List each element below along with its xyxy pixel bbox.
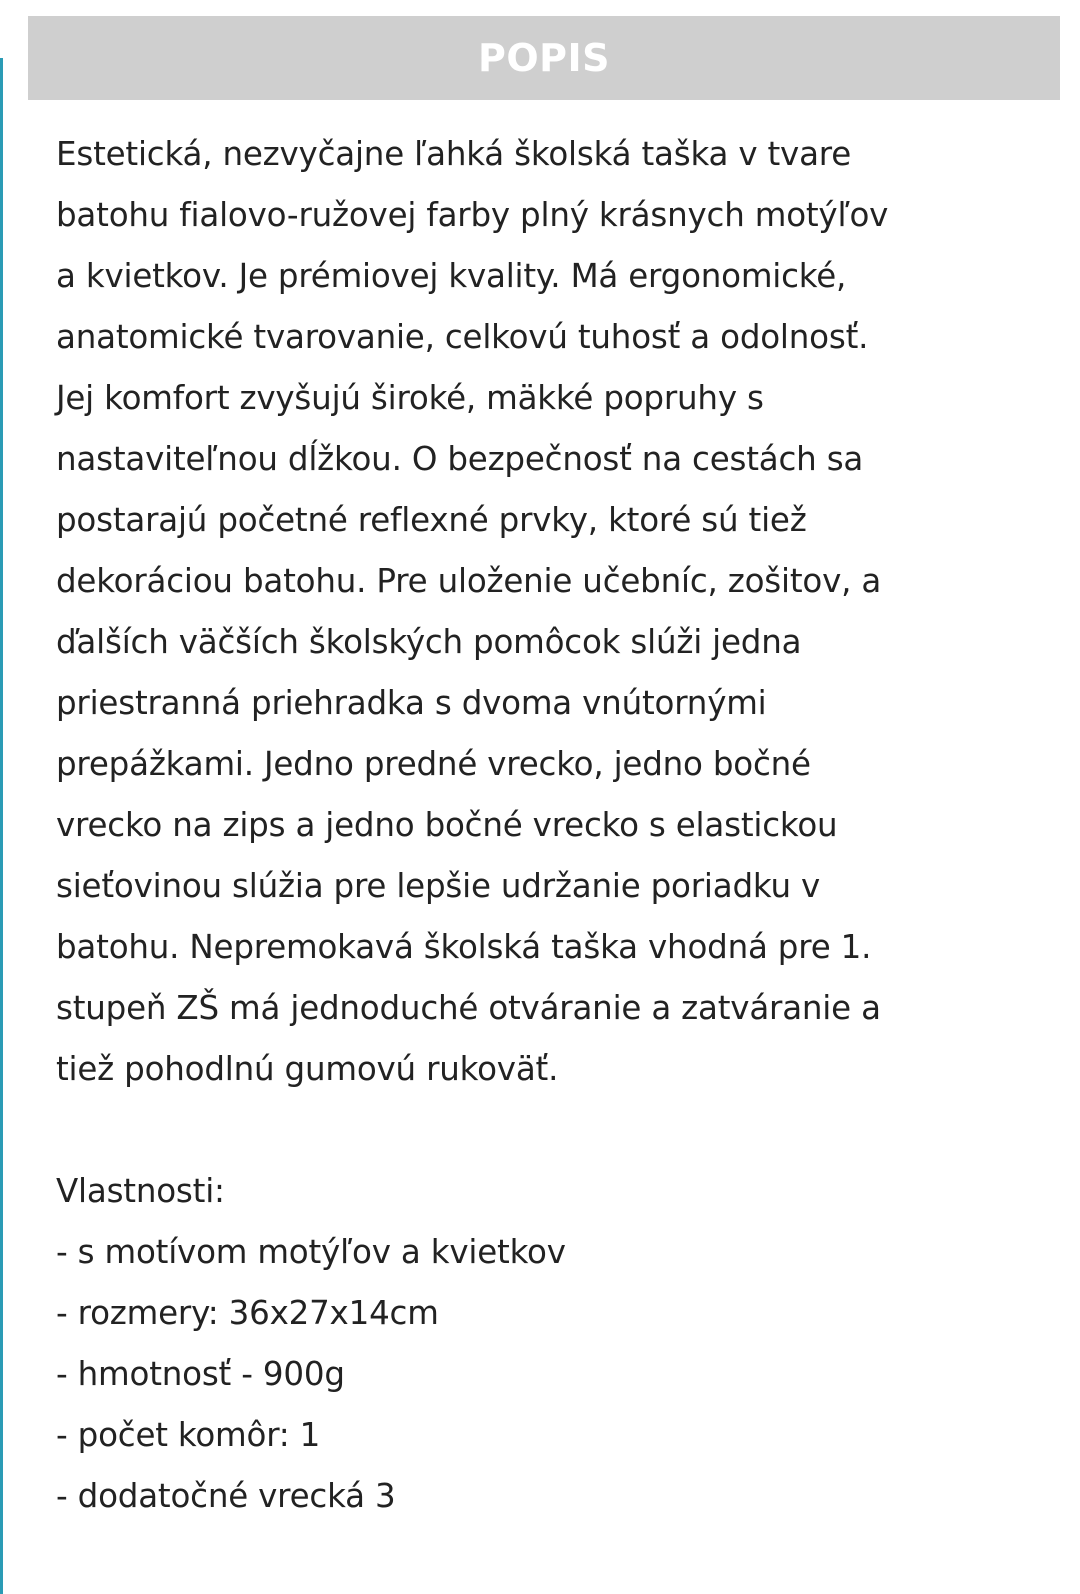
properties-list (56, 1161, 996, 1527)
description-line: vrecko na zips a jedno bočné vrecko s elastickou (56, 806, 838, 844)
description-line: prepážkami. Jedno predné vrecko, jedno bočné (56, 745, 811, 783)
description-line: batohu. Nepremokavá školská taška vhodná pre 1. (56, 928, 872, 966)
description-line: dekoráciou batohu. Pre uloženie učebníc, zošitov, a (56, 562, 882, 600)
property-item: - rozmery: 36x27x14cm (56, 1294, 439, 1332)
properties-heading: Vlastnosti: (56, 1172, 225, 1210)
left-edge-divider (0, 58, 3, 1594)
property-item: - počet komôr: 1 (56, 1416, 321, 1454)
property-item: - hmotnosť - 900g (56, 1355, 345, 1393)
property-item: - s motívom motýľov a kvietkov (56, 1233, 566, 1271)
description-line: priestranná priehradka s dvoma vnútornými (56, 684, 767, 722)
property-item: - dodatočné vrecká 3 (56, 1477, 396, 1515)
description-paragraph (56, 124, 996, 1100)
description-line: postarajú početné reflexné prvky, ktoré sú tiež (56, 501, 807, 539)
description-content (56, 124, 996, 1527)
paragraph-spacer (56, 1100, 996, 1161)
section-header (28, 16, 1060, 100)
description-line: stupeň ZŠ má jednoduché otváranie a zatváranie a (56, 989, 881, 1027)
description-line: nastaviteľnou dĺžkou. O bezpečnosť na cestách sa (56, 440, 864, 478)
description-line: Estetická, nezvyčajne ľahká školská taška v tvare (56, 135, 852, 173)
description-line: a kvietkov. Je prémiovej kvality. Má ergonomické, (56, 257, 847, 295)
description-line: sieťovinou slúžia pre lepšie udržanie poriadku v (56, 867, 821, 905)
section-title: POPIS (477, 36, 610, 80)
description-line: tiež pohodlnú gumovú rukoväť. (56, 1050, 559, 1088)
description-line: anatomické tvarovanie, celkovú tuhosť a odolnosť. (56, 318, 869, 356)
description-line: ďalších väčších školských pomôcok slúži jedna (56, 623, 802, 661)
description-line: Jej komfort zvyšujú široké, mäkké popruhy s (56, 379, 764, 417)
description-line: batohu fialovo-ružovej farby plný krásnych motýľov (56, 196, 889, 234)
